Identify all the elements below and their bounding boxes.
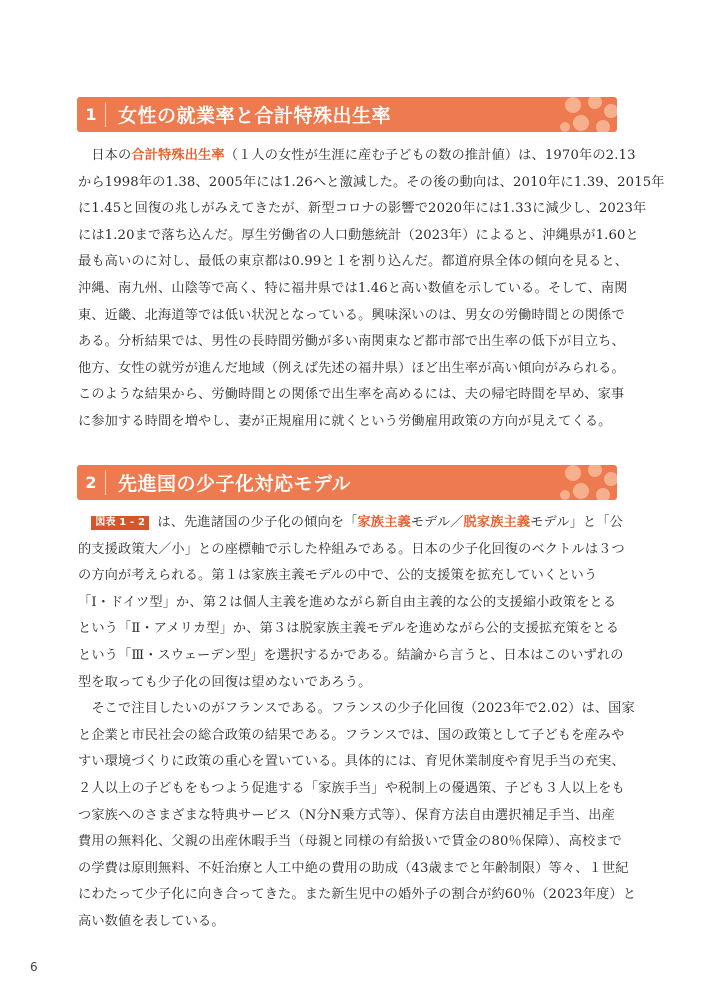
paragraph-line: の学費は原則無料、不妊治療と人工中絶の費用の助成（43歳までと年齢制限）等々、１世紀: [78, 860, 629, 876]
header-divider: [105, 102, 106, 127]
paragraph-line: ２人以上の子どもをもつよう促進する「家族手当」や税制上の優遇策、子ども３人以上をも: [78, 780, 625, 796]
decorative-blob-pattern-icon: [559, 97, 617, 132]
paragraph-line: 費用の無料化、父親の出産休暇手当（母親と同様の有給扱いで賃金の80％保障）、高校まで: [78, 834, 622, 850]
header-divider: [105, 470, 106, 495]
keyword-highlight: 合計特殊出生率: [131, 148, 225, 163]
paragraph-line: そこで注目したいのがフランスである。フランスの少子化回復（2023年で2.02）は、国家: [78, 701, 635, 717]
paragraph-line: 高い数値を表している。: [78, 913, 225, 929]
paragraph-line: 「Ⅰ・ドイツ型」か、第２は個人主義を進めながら新自由主義的な公的支援縮小政策をとる: [78, 594, 617, 610]
section-title: 女性の就業率と合計特殊出生率: [118, 105, 392, 127]
keyword-highlight: 脱家族主義: [463, 515, 531, 530]
section-1-header: [77, 97, 617, 132]
section-number: 2: [85, 473, 97, 492]
paragraph-line: 他方、女性の就労が進んだ地域（例えば先述の福井県）ほど出生率が高い傾向がみられる。: [78, 360, 625, 376]
paragraph-line: 東、近畿、北海道等では低い状況となっている。興味深いのは、男女の労働時間との関係で: [78, 307, 625, 323]
section-title: 先進国の少子化対応モデル: [118, 473, 352, 495]
paragraph-line: の方向が考えられる。第１は家族主義モデルの中で、公的支援策を拡充していくという: [78, 568, 598, 584]
figure-reference-badge[interactable]: 図表 1 - 2: [91, 516, 149, 530]
paragraph-line: すい環境づくりに政策の重心を置いている。具体的には、育児休業制度や育児手当の充実、: [78, 754, 625, 770]
paragraph-line: つ家族へのさまざまな特典サービス（N分N乗方式等）、保育方法自由選択補足手当、出産: [78, 807, 615, 823]
section-2-body: [78, 510, 637, 936]
section-1-body: [78, 143, 665, 436]
section-number: 1: [85, 105, 97, 124]
paragraph-line: から1998年の1.38、2005年には1.26へと激減した。その後の動向は、2010年に1.39、2015年: [78, 174, 665, 190]
keyword-highlight: 家族主義: [357, 515, 411, 530]
paragraph-line: にわたって少子化に向き合ってきた。また新生児中の婚外子の割合が約60％（2023年度）と: [78, 887, 637, 903]
paragraph-line: に参加する時間を増やし、妻が正規雇用に就くという労働雇用政策の方向が見えてくる。: [78, 413, 612, 429]
paragraph-line: 沖縄、南九州、山陰等で高く、特に福井県では1.46と高い数値を示している。そして、南関: [78, 280, 628, 296]
paragraph-line: 日本の合計特殊出生率（１人の女性が生涯に産む子どもの数の推計値）は、1970年の2.13: [78, 148, 636, 163]
page-number: 6: [30, 960, 38, 974]
paragraph-line: 図表 1 - 2 は、先進諸国の少子化の傾向を「家族主義モデル／脱家族主義モデル」と「公: [78, 510, 630, 537]
paragraph-line: このような結果から、労働時間との関係で出生率を高めるには、夫の帰宅時間を早め、家事: [78, 387, 625, 403]
paragraph-line: ある。分析結果では、男性の長時間労働が多い南関東など都市部で出生率の低下が目立ち、: [78, 334, 625, 350]
paragraph-line: という「Ⅲ・スウェーデン型」を選択するかである。結論から言うと、日本はこのいずれの: [78, 647, 624, 663]
paragraph-line: に1.45と回復の兆しがみえてきたが、新型コロナの影響で2020年には1.33に減少し、2023年: [78, 201, 647, 217]
paragraph-line: 最も高いのに対し、最低の東京都は0.99と１を割り込んだ。都道府県全体の傾向を見ると、: [78, 254, 629, 270]
decorative-blob-pattern-icon: [559, 465, 617, 500]
paragraph-line: 的支援政策大／小」との座標軸で示した枠組みである。日本の少子化回復のベクトルは３つ: [78, 541, 625, 557]
section-2-header: [77, 465, 617, 500]
paragraph-line: には1.20まで落ち込んだ。厚生労働省の人口動態統計（2023年）によると、沖縄県が1.60と: [78, 227, 639, 243]
paragraph-line: と企業と市民社会の総合政策の結果である。フランスでは、国の政策として子どもを産みや: [78, 727, 625, 743]
paragraph-line: という「Ⅱ・アメリカ型」か、第３は脱家族主義モデルを進めながら公的支援拡充策をとる: [78, 621, 620, 637]
paragraph-line: 型を取っても少子化の回復は望めないであろう。: [78, 674, 372, 690]
